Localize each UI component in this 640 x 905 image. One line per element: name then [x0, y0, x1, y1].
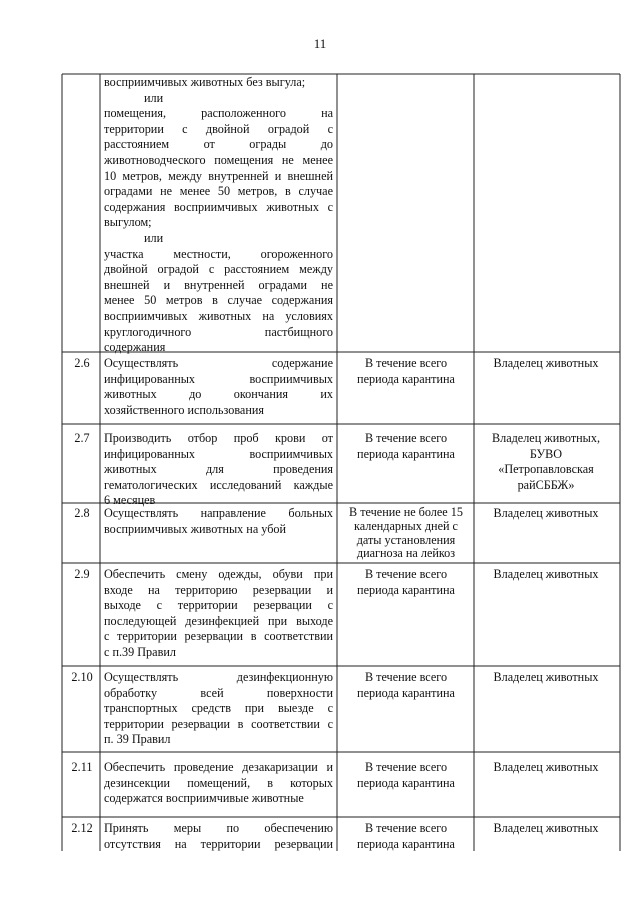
action-line: содержатся восприимчивые животные [104, 791, 304, 806]
action-line: 6 месяцев [104, 493, 156, 508]
term-line: В течение всего [364, 567, 448, 581]
row-term [340, 506, 472, 561]
action-line: восприимчивых животных на убой [104, 521, 287, 536]
top-fragment-action [104, 75, 333, 356]
row-action [104, 670, 333, 748]
row-responsible [478, 431, 614, 493]
fragment-line: помещения, расположенного на [104, 106, 333, 121]
action-line: хозяйственного использования [104, 402, 264, 417]
row-responsible [478, 356, 614, 372]
action-line: гематологических исследований каждые [104, 477, 333, 492]
fragment-line: двойной оградой с расстоянием между [104, 262, 333, 277]
action-line: выходе с территории резервации с [104, 598, 333, 613]
term-line: В течение всего [364, 760, 448, 774]
action-line: Обеспечить проведение дезакаризации и [104, 760, 333, 774]
action-line: дезинсекции помещений, в которых [104, 775, 333, 790]
row-number: 2.12 [71, 821, 93, 835]
fragment-line: или [144, 230, 164, 245]
row-number: 2.6 [74, 356, 90, 370]
action-line: инфицированных восприимчивых [104, 371, 333, 386]
row-action [104, 760, 333, 807]
row-action [104, 506, 333, 537]
action-line: последующей дезинфекцией при выходе [104, 613, 333, 628]
action-line: животных для проведения [104, 462, 333, 477]
row-action [104, 567, 333, 661]
term-line: В течение всего [364, 356, 448, 370]
term-line: периода карантина [357, 582, 455, 597]
row-number: 2.7 [74, 431, 90, 445]
responsible-line: Владелец животных, [491, 431, 600, 445]
term-line: В течение всего [364, 821, 448, 835]
term-line: периода карантина [357, 775, 455, 790]
term-line: даты установления [356, 532, 456, 547]
row-term [340, 821, 472, 852]
term-line: календарных дней с [354, 518, 458, 533]
row-term [340, 356, 472, 387]
row-term [340, 567, 472, 598]
page-number: 11 [313, 36, 327, 51]
term-line: периода карантина [357, 371, 455, 386]
term-line: периода карантина [357, 836, 455, 851]
term-line: периода карантина [357, 446, 455, 461]
row-responsible [478, 821, 614, 837]
action-line: п. 39 Правил [104, 732, 171, 747]
term-line: периода карантина [357, 685, 455, 700]
fragment-line: 10 метров, между внутренней и внешней [104, 168, 333, 183]
fragment-line: участка местности, огороженного [104, 246, 333, 261]
row-responsible [478, 670, 614, 686]
fragment-line: содержания восприимчивых животных с [104, 199, 333, 214]
term-line: В течение всего [364, 431, 448, 445]
row-action [104, 431, 333, 509]
fragment-line: восприимчивых животных без выгула; [104, 75, 306, 89]
term-line: В течение не более 15 [349, 505, 463, 519]
action-line: Осуществлять дезинфекционную [104, 670, 333, 684]
responsible-line: БУВО [529, 446, 563, 461]
row-action [104, 356, 333, 418]
fragment-line: территории с двойной оградой с [104, 121, 333, 136]
action-line: с территории резервации в соответствии [104, 629, 333, 644]
fragment-line: или [144, 90, 164, 105]
row-number: 2.11 [71, 760, 93, 774]
responsible-line: «Петропавловская [498, 462, 594, 477]
row-number: 2.10 [71, 670, 93, 684]
row-responsible [478, 506, 614, 522]
row-action [104, 821, 333, 852]
fragment-line: оградами не менее 50 метров, в случае [104, 184, 333, 199]
row-term [340, 670, 472, 701]
row-term [340, 760, 472, 791]
action-line: обработку всей поверхности [104, 685, 333, 700]
row-number: 2.9 [74, 567, 90, 581]
fragment-line: менее 50 метров в случае содержания [104, 293, 333, 308]
fragment-line: расстоянием от ограды до [104, 137, 333, 152]
fragment-line: восприимчивых животных на условиях [104, 308, 333, 323]
action-line: отсутствия на территории резервации [104, 836, 333, 851]
responsible-line: райСББЖ» [517, 477, 575, 492]
action-line: Производить отбор проб крови от [104, 431, 333, 445]
responsible-line: Владелец животных [493, 821, 599, 835]
term-line: диагноза на лейкоз [356, 546, 456, 561]
action-line: территории резервации в соответствии с [104, 716, 333, 731]
fragment-line: внешней и внутренней оградами не [104, 277, 333, 292]
row-term [340, 431, 472, 462]
action-line: Принять меры по обеспечению [104, 821, 333, 835]
fragment-line: животноводческого помещения не менее [104, 152, 333, 167]
responsible-line: Владелец животных [493, 760, 599, 774]
action-line: Осуществлять содержание [104, 356, 333, 370]
responsible-line: Владелец животных [493, 356, 599, 370]
responsible-line: Владелец животных [493, 567, 599, 581]
action-line: с п.39 Правил [104, 644, 176, 659]
action-line: Осуществлять направление больных [104, 506, 333, 520]
responsible-line: Владелец животных [493, 670, 599, 684]
action-line: Обеспечить смену одежды, обуви при [104, 567, 333, 581]
action-line: транспортных средств при выезде с [104, 701, 333, 716]
fragment-line: круглогодичного пастбищного [104, 324, 333, 339]
row-responsible [478, 760, 614, 776]
row-number: 2.8 [74, 506, 90, 520]
action-line: инфицированных восприимчивых [104, 446, 333, 461]
row-responsible [478, 567, 614, 583]
responsible-line: Владелец животных [493, 506, 599, 520]
action-line: входе на территорию резервации и [104, 582, 333, 597]
fragment-line: выгулом; [104, 215, 152, 230]
fragment-line: содержания [104, 340, 166, 355]
action-line: животных до окончания их [104, 387, 333, 402]
term-line: В течение всего [364, 670, 448, 684]
